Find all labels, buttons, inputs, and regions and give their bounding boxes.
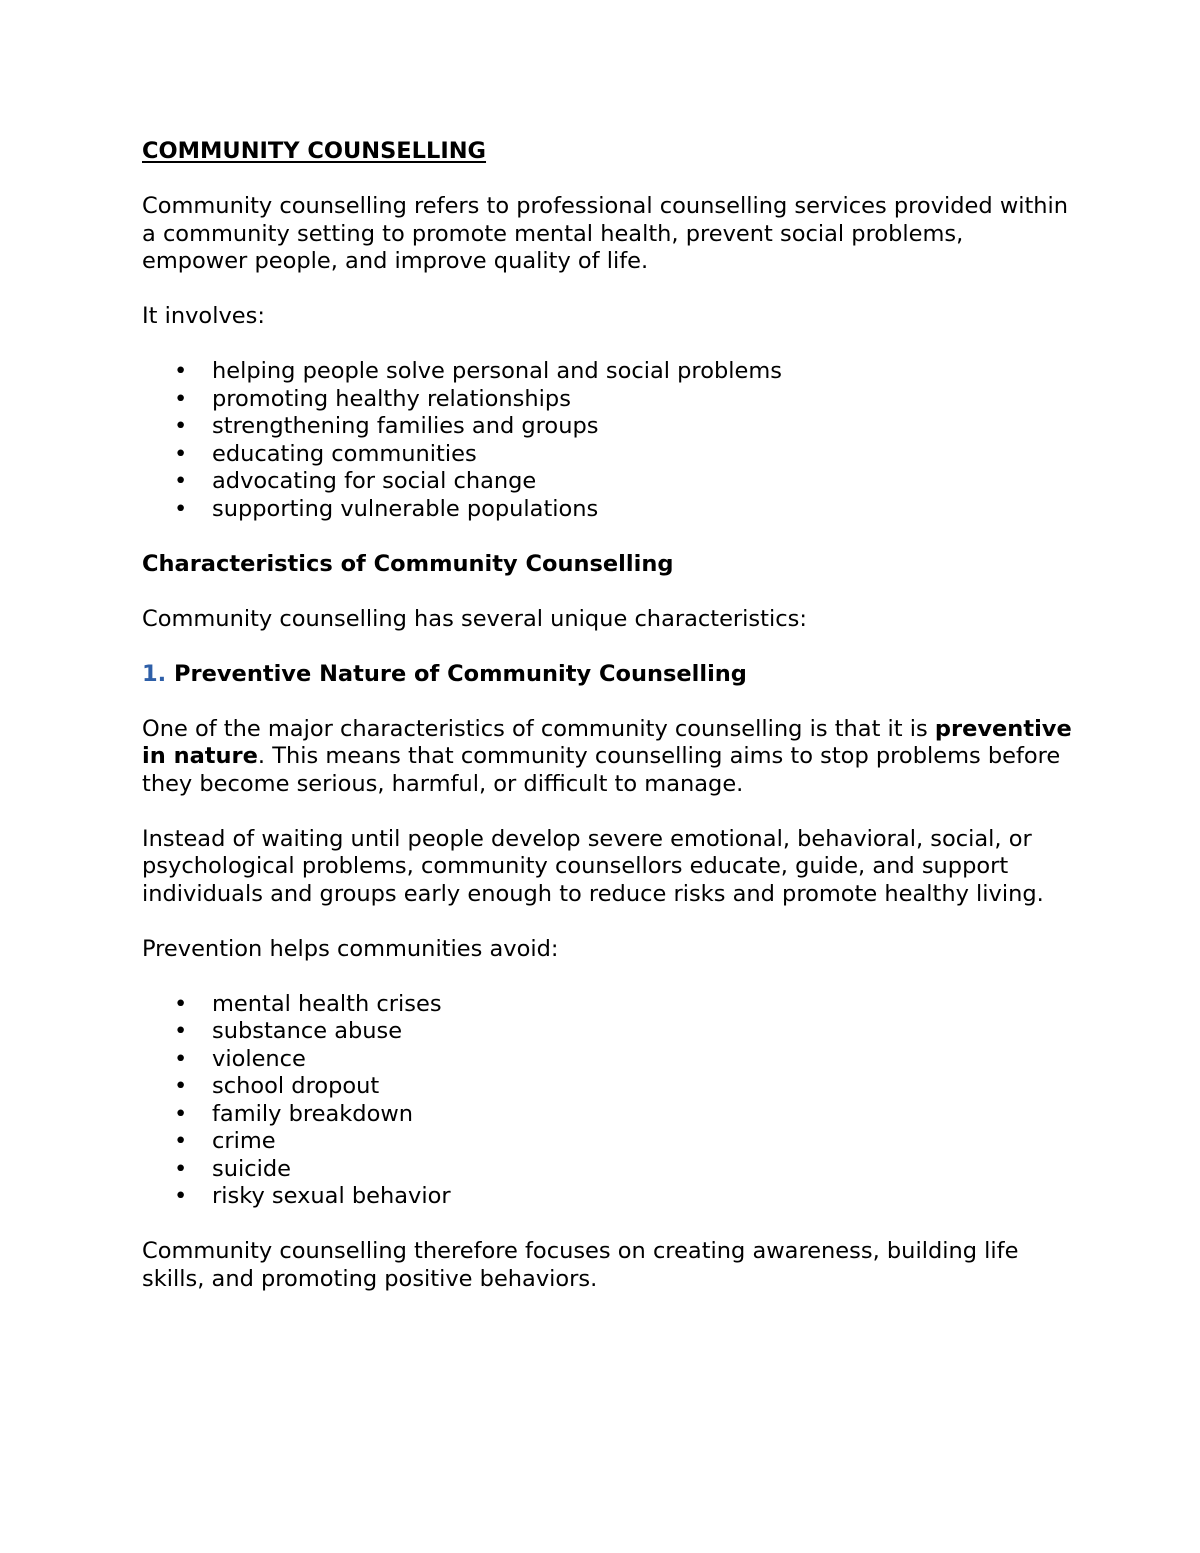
early-support-paragraph: Instead of waiting until people develop severe emotional, behavioral, social, or psychological problems, community counsellors educate, guide, and support individuals and groups early enough to reduce risks and promote healthy living. [142, 825, 1044, 907]
list-item: • family breakdown [174, 1100, 414, 1127]
list-item: • strengthening families and groups [174, 413, 599, 439]
document-page [142, 138, 1072, 1321]
list-item: • helping people solve personal and social problems [174, 358, 782, 384]
avoid-list [142, 991, 1072, 1211]
list-item: • advocating for social change [174, 468, 537, 494]
list-item: • substance abuse [174, 1018, 403, 1044]
bullet-icon: • [174, 358, 188, 384]
section-title: Preventive Nature of Community Counselling [174, 660, 747, 687]
list-item: • promoting healthy relationships [174, 385, 571, 412]
bullet-icon: • [174, 1183, 188, 1209]
bullet-icon: • [174, 1128, 188, 1154]
preventive-paragraph: One of the major characteristics of community counselling is that it is preventive in nature. This means that community counselling aims to stop problems before they become serious, harmful, or difficult to manage. [142, 715, 1072, 797]
emphasis-text: preventive in nature [142, 715, 1072, 769]
section-heading [142, 661, 1072, 689]
bullet-icon: • [174, 468, 188, 494]
involves-label: It involves: [142, 303, 265, 329]
avoid-label: Prevention helps communities avoid: [142, 935, 559, 962]
list-item: • violence [174, 1045, 306, 1072]
characteristics-heading: Characteristics of Community Counselling [142, 550, 674, 577]
bullet-icon: • [174, 1155, 188, 1182]
list-item: • crime [174, 1128, 276, 1154]
list-item: • school dropout [174, 1073, 380, 1099]
bullet-icon: • [174, 385, 188, 412]
bullet-icon: • [174, 1018, 188, 1044]
bullet-icon: • [174, 1100, 188, 1127]
list-item: • supporting vulnerable populations [174, 495, 599, 522]
list-item: • risky sexual behavior [174, 1183, 451, 1209]
bullet-icon: • [174, 413, 188, 439]
involves-list [142, 358, 1072, 523]
bullet-icon: • [174, 495, 188, 522]
document-title: COMMUNITY COUNSELLING [142, 138, 487, 164]
list-item: • suicide [174, 1155, 291, 1182]
bullet-icon: • [174, 990, 188, 1017]
bullet-icon: • [174, 1045, 188, 1072]
bullet-icon: • [174, 440, 188, 467]
list-item: • educating communities [174, 440, 477, 467]
intro-paragraph: Community counselling refers to professional counselling services provided within a community setting to promote mental health, prevent social problems, empower people, and improve quality of life. [142, 193, 1069, 274]
bullet-icon: • [174, 1073, 188, 1099]
characteristics-intro: Community counselling has several unique characteristics: [142, 605, 807, 632]
list-item: • mental health crises [174, 990, 442, 1017]
conclusion-paragraph: Community counselling therefore focuses on creating awareness, building life skills, and promoting positive behaviors. [142, 1238, 1019, 1292]
section-number: 1. [142, 660, 167, 687]
